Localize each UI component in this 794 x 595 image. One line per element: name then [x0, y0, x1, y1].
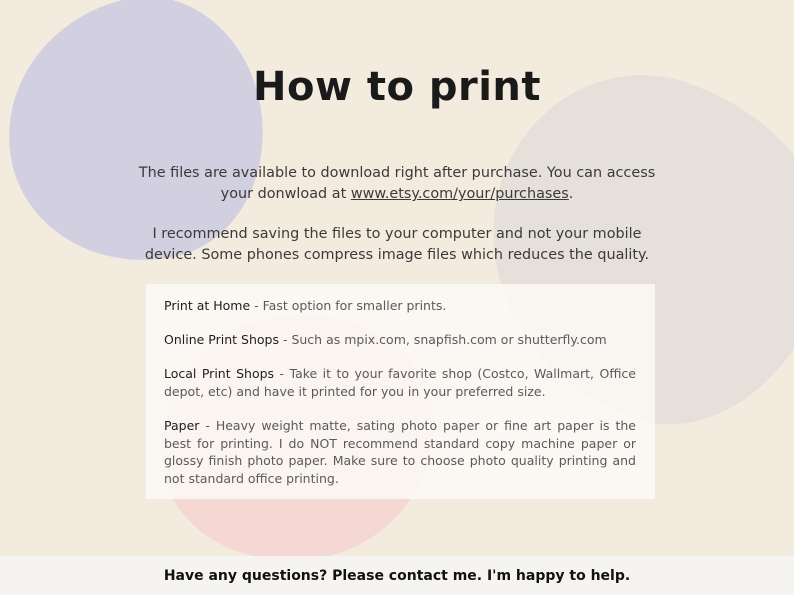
print-option-description: - Take it to your favorite shop (Costco, Wallmart, Office depot, etc) and have it printed for you in your preferred size. — [164, 366, 636, 399]
print-options-panel — [146, 284, 655, 499]
intro-paragraph-download — [125, 163, 669, 205]
print-option-title: Local Print Shops — [164, 366, 275, 381]
print-option-online — [164, 331, 636, 349]
footer-contact-text: Have any questions? Please contact me. I'm happy to help. — [163, 567, 631, 584]
print-option-paper — [164, 417, 636, 487]
print-options-list — [164, 297, 636, 487]
print-option-home — [164, 297, 636, 315]
intro-download-end: . — [568, 186, 574, 202]
print-option-description: - Heavy weight matte, sating photo paper or fine art paper is the best for printing. I do NOT recommend standard copy machine paper or glossy finish photo paper. Make sure to choose photo quality printing and not standard office printing. — [164, 418, 636, 486]
print-option-title: Paper — [164, 418, 200, 433]
print-option-title: Online Print Shops — [164, 331, 279, 347]
footer-bar — [0, 556, 794, 595]
print-option-description: - Fast option for smaller prints. — [250, 298, 447, 313]
etsy-purchases-link[interactable]: www.etsy.com/your/purchases — [350, 186, 569, 202]
page-title: How to print — [252, 64, 542, 110]
intro-paragraph-recommendation: I recommend saving the files to your computer and not your mobile device. Some phones compress image files which reduces the quality. — [144, 226, 650, 263]
print-option-title: Print at Home — [164, 298, 251, 313]
intro-download-text: The files are available to download right after purchase. You can access your donwload at — [138, 165, 656, 202]
print-option-description: - Such as mpix.com, snapfish.com or shutterfly.com — [278, 331, 607, 347]
print-option-local — [164, 365, 636, 400]
